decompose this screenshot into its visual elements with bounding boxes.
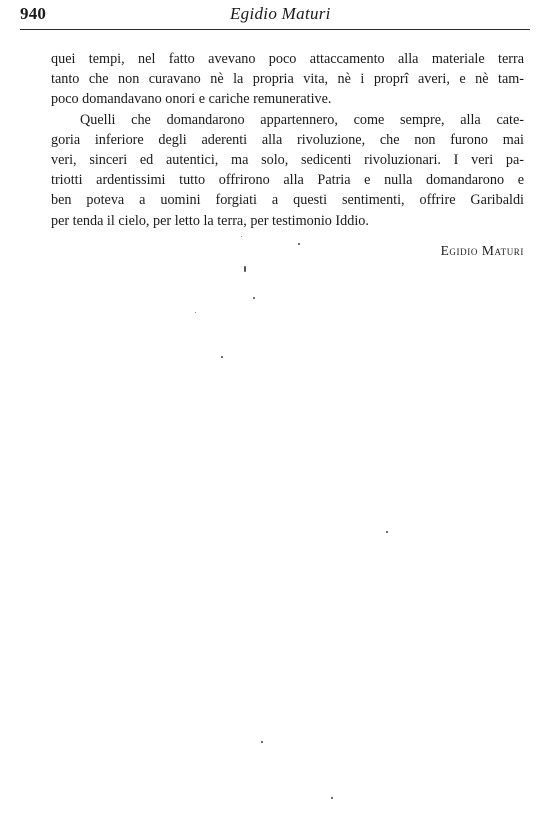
scan-speck (298, 243, 300, 245)
text-line: quei tempi, nel fatto avevano poco attaccamento alla materiale terra (51, 51, 524, 67)
page-number: 940 (20, 4, 47, 23)
header-rule (20, 29, 530, 30)
scan-speck (386, 531, 388, 533)
scan-speck (195, 312, 196, 313)
scan-speck (253, 297, 255, 299)
paragraph-1 (51, 49, 524, 110)
body-text (51, 49, 524, 231)
scan-speck (241, 236, 242, 237)
text-line: Quelli che domandarono appartennero, come sempre, alla cate- (80, 111, 524, 128)
text-line: tanto che non curavano nè la propria vita, nè i proprî averi, e nè tam- (51, 71, 524, 88)
scan-speck (261, 741, 263, 743)
text-line: poco domandavano onori e cariche remunerative. (51, 91, 332, 108)
scan-speck (221, 356, 223, 358)
author-signature: Egidio Maturi (440, 243, 524, 258)
page-header (20, 4, 526, 30)
text-line: ben poteva a uomini forgiati a questi sentimenti, offrire Garibaldi (51, 192, 524, 209)
paragraph-2 (51, 110, 524, 231)
text-line: per tenda il cielo, per letto la terra, per testimonio Iddio. (51, 212, 369, 229)
running-title: Egidio Maturi (230, 4, 331, 23)
text-line: goria inferiore degli aderenti alla rivoluzione, che non furono mai (51, 131, 524, 148)
text-line: veri, sinceri ed autentici, ma solo, sedicenti rivoluzionari. I veri pa- (51, 152, 524, 169)
scan-speck (331, 797, 333, 799)
text-line: triotti ardentissimi tutto offrirono alla Patria e nulla domandarono e (51, 172, 524, 189)
scan-speck (244, 266, 246, 272)
